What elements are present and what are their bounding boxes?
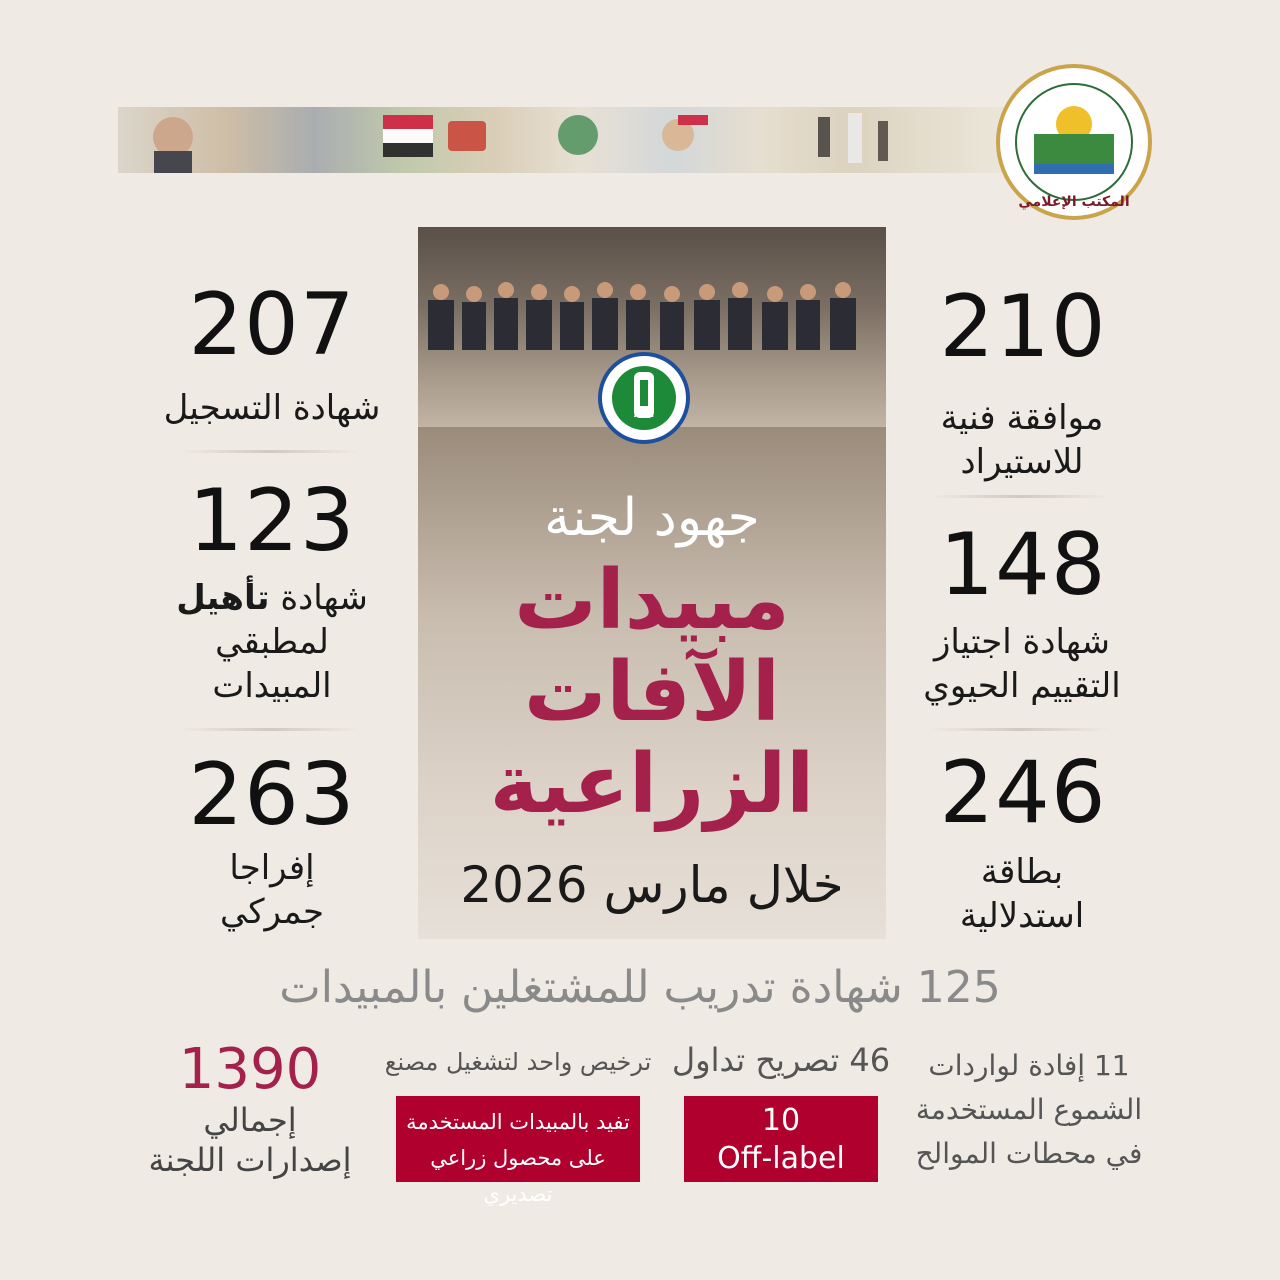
- title-line-4: الزراعية: [489, 737, 815, 832]
- export-crop-line: تفيد بالمبيدات المستخدمة: [406, 1110, 630, 1134]
- stat-label-line: استدلالية: [959, 896, 1085, 936]
- off-label-text: Off-label: [717, 1141, 845, 1176]
- logo-caption: المكتب الإعلامي: [1018, 194, 1130, 210]
- banner-collage-image: [118, 107, 1010, 173]
- stat-label: [122, 576, 422, 708]
- stat-label: [872, 620, 1172, 708]
- committee-members-image: [428, 280, 878, 350]
- stat-value: 207: [188, 275, 356, 375]
- wax-line: في محطات الموالح: [915, 1137, 1143, 1170]
- stat-label-bold: تأهيل: [176, 578, 270, 618]
- stat-label-line: شهادة التسجيل: [163, 388, 381, 428]
- export-crop-line: على محصول زراعي تصديري: [430, 1146, 606, 1206]
- stat-value: 210: [939, 277, 1107, 377]
- off-label-value: 10: [761, 1103, 801, 1138]
- stat-label-line: إفراجا: [229, 848, 315, 888]
- total-label-line: إجمالي: [203, 1101, 297, 1139]
- divider: [180, 450, 360, 453]
- stat-label-line: جمركي: [220, 892, 324, 932]
- stat-value: 263: [188, 745, 356, 845]
- stat-label: [872, 850, 1172, 938]
- ministry-logo: [994, 62, 1154, 222]
- title-line-1: جهود لجنة: [544, 488, 760, 548]
- period-label: خلال مارس 2026: [460, 856, 844, 914]
- wax-imports-text: [904, 1044, 1154, 1176]
- total-value: 1390: [178, 1037, 322, 1102]
- export-crop-box: [396, 1096, 640, 1206]
- wax-line: 11 إفادة لواردات: [928, 1049, 1130, 1082]
- divider: [930, 728, 1110, 731]
- title-line-2: مبيدات: [514, 553, 790, 648]
- stat-value: 148: [939, 515, 1107, 615]
- stat-label: [122, 386, 422, 430]
- stat-label: [872, 396, 1172, 484]
- off-label-box: [684, 1096, 878, 1182]
- total-label-line: إصدارات اللجنة: [148, 1141, 352, 1179]
- title-main: [418, 555, 886, 831]
- stat-label-line: بطاقة: [980, 852, 1064, 892]
- apc-committee-logo: [598, 352, 690, 444]
- training-certificates: 125 شهادة تدريب للمشتغلين بالمبيدات: [279, 962, 1001, 1013]
- stat-label-text: شهادة: [269, 578, 368, 618]
- stat-label-line: موافقة فنية: [940, 398, 1104, 438]
- stat-label-line: [122, 576, 422, 620]
- stat-label-line: شهادة اجتياز: [933, 622, 1111, 662]
- stat-label-line: المبيدات: [212, 666, 332, 706]
- circulation-permits-text: 46 تصريح تداول: [671, 1041, 891, 1079]
- stat-label: [122, 846, 422, 934]
- divider: [180, 728, 360, 731]
- stat-label-line: لمطبقي: [215, 622, 329, 662]
- factory-license-text: ترخيص واحد لتشغيل مصنع: [384, 1048, 652, 1076]
- stat-label-line: التقييم الحيوي: [923, 666, 1121, 706]
- total-issuances: [130, 1037, 370, 1180]
- header-banner: [118, 107, 1010, 173]
- apc-label: APC: [633, 410, 655, 420]
- divider: [930, 495, 1110, 498]
- stat-label-line: للاستيراد: [960, 442, 1084, 482]
- title-line-3: الآفات: [523, 645, 781, 740]
- wax-line: الشموع المستخدمة: [915, 1093, 1143, 1126]
- stat-value: 123: [188, 471, 356, 571]
- stat-value: 246: [939, 743, 1107, 843]
